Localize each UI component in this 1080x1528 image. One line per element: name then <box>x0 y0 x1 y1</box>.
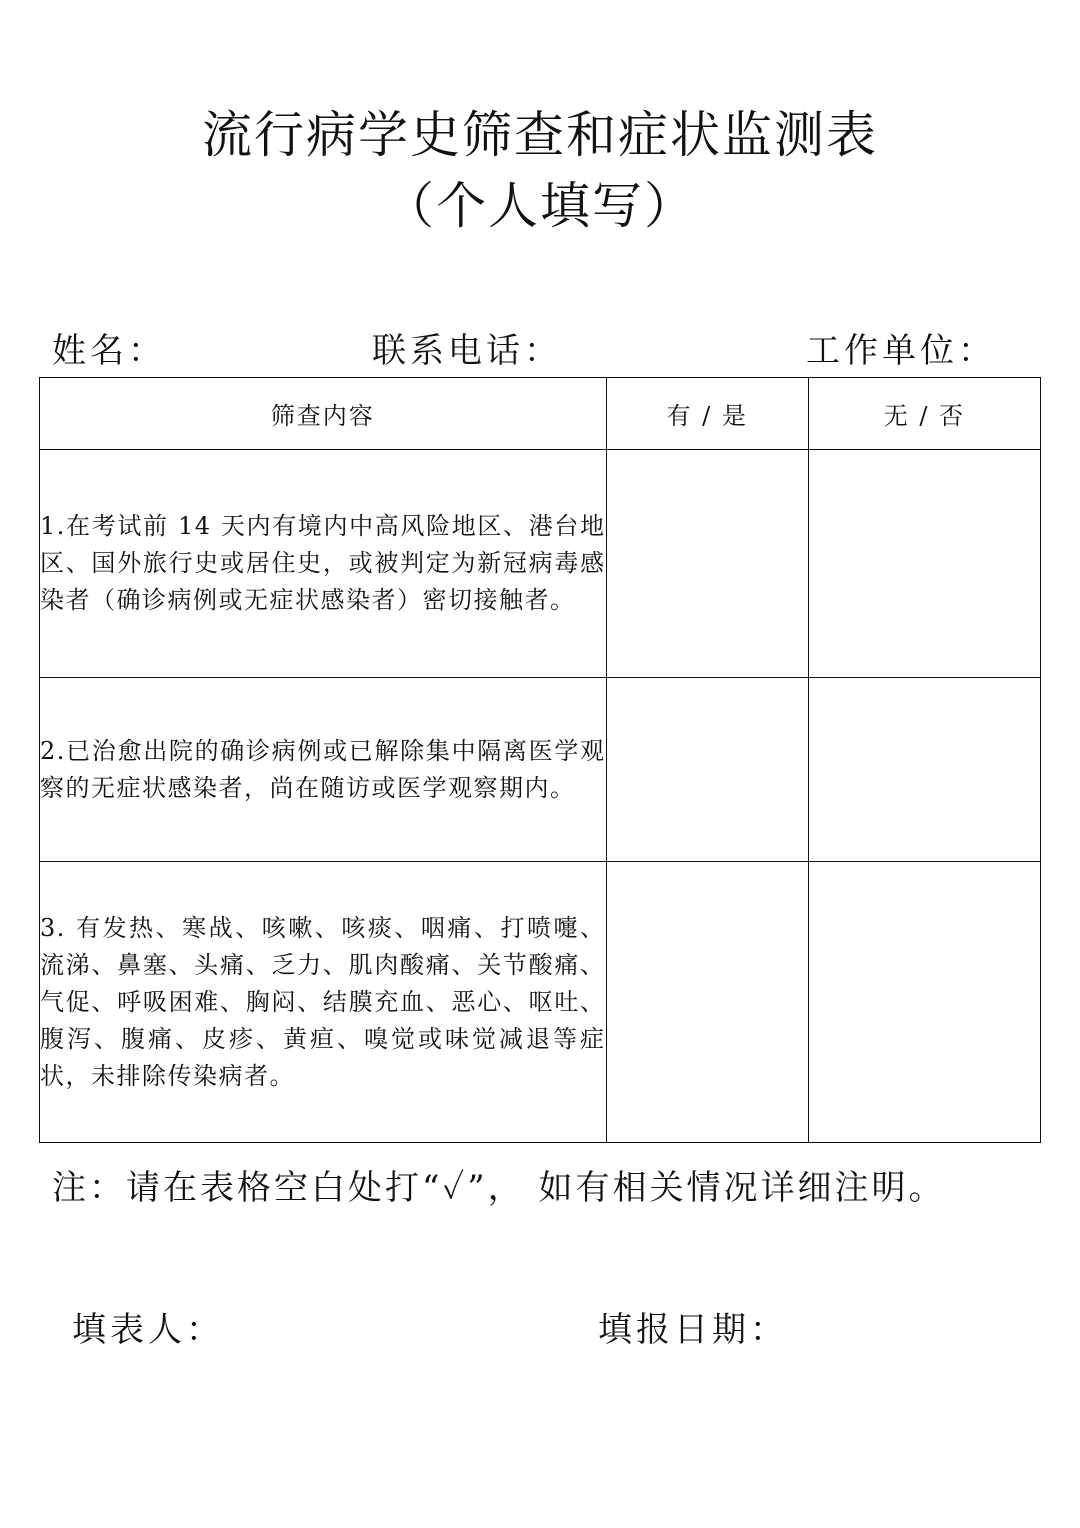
date-label: 填报日期： <box>598 1310 788 1350</box>
table-row <box>40 450 1041 678</box>
screening-item-1: 1.在考试前 14 天内有境内中高风险地区、港台地区、国外旅行史或居住史，或被判定为新冠病毒感染者（确诊病例或无症状感染者）密切接触者。 <box>40 450 607 678</box>
answer-no-cell-1[interactable] <box>808 450 1040 678</box>
table-row <box>40 862 1041 1143</box>
answer-yes-cell-1[interactable] <box>606 450 808 678</box>
answer-no-cell-3[interactable] <box>808 862 1040 1143</box>
screening-item-3: 3. 有发热、寒战、咳嗽、咳痰、咽痛、打喷嚏、流涕、鼻塞、头痛、乏力、肌肉酸痛、关节酸痛、气促、呼吸困难、胸闷、结膜充血、恶心、呕吐、腹泻、腹痛、皮疹、黄疸、嗅觉或味觉减退等症状，未排除传染病者。 <box>40 862 607 1143</box>
filler-label: 填表人： <box>72 1310 224 1350</box>
header-no: 无 / 否 <box>808 378 1040 450</box>
header-screening-content: 筛查内容 <box>40 378 607 450</box>
header-yes: 有 / 是 <box>606 378 808 450</box>
phone-label: 联系电话： <box>372 331 562 371</box>
screening-item-2: 2.已治愈出院的确诊病例或已解除集中隔离医学观察的无症状感染者，尚在随访或医学观察期内。 <box>40 678 607 862</box>
form-subtitle: （个人填写） <box>384 177 696 235</box>
screening-table <box>39 377 1041 1143</box>
answer-yes-cell-2[interactable] <box>606 678 808 862</box>
answer-no-cell-2[interactable] <box>808 678 1040 862</box>
form-note: 注：请在表格空白处打“✓”， 如有相关情况详细注明。 <box>52 1168 946 1208</box>
work-unit-label: 工作单位： <box>806 331 996 371</box>
name-label: 姓名： <box>52 331 166 371</box>
table-row <box>40 678 1041 862</box>
table-header-row <box>40 378 1041 450</box>
answer-yes-cell-3[interactable] <box>606 862 808 1143</box>
form-title: 流行病学史筛查和症状监测表 <box>202 106 878 164</box>
